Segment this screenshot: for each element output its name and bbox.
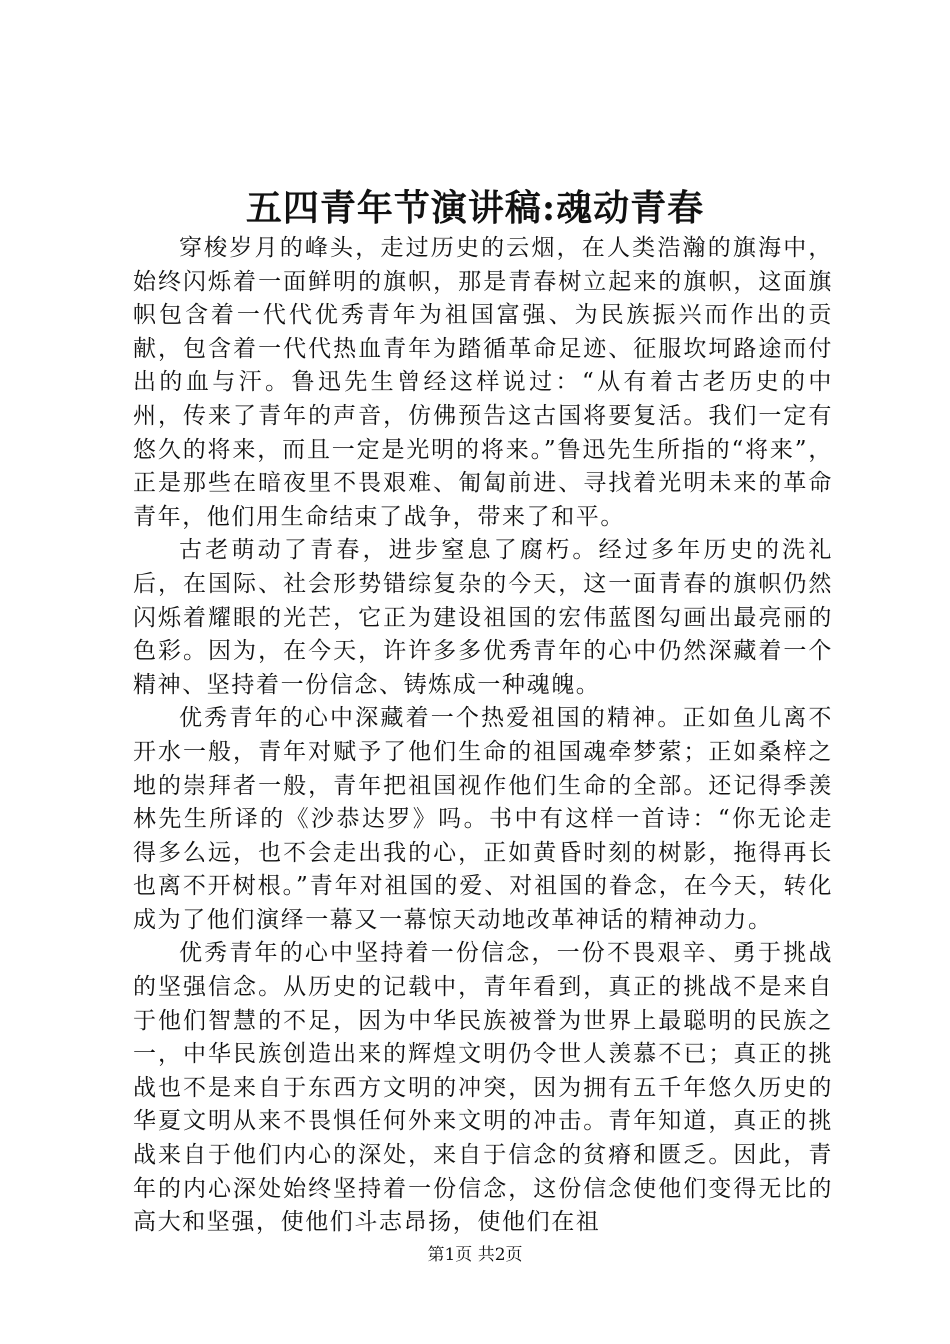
page-number-footer: 第1页 共2页 [427, 1245, 523, 1265]
paragraph-2: 古老萌动了青春，进步窒息了腐朽。经过多年历史的洗礼后，在国际、社会形势错综复杂的今天，这一面青春的旗帜仍然闪烁着耀眼的光芒，它正为建设祖国的宏伟蓝图勾画出最亮丽的色彩。因为，在今天，许许多多优秀青年的心中仍然深藏着一个精神、坚持着一份信念、铸炼成一种魂魄。 [133, 537, 833, 698]
document-body [133, 232, 833, 1240]
paragraph-1: 穿梭岁月的峰头，走过历史的云烟，在人类浩瀚的旗海中，始终闪烁着一面鲜明的旗帜，那是青春树立起来的旗帜，这面旗帜包含着一代代优秀青年为祖国富强、为民族振兴而作出的贡献，包含着一代代热血青年为踏循革命足迹、征服坎坷路途而付出的血与汗。鲁迅先生曾经这样说过：“从有着古老历史的中州，传来了青年的声音，仿佛预告这古国将要复活。我们一定有悠久的将来，而且一定是光明的将来。”鲁迅先生所指的“将来”，正是那些在暗夜里不畏艰难、匍匐前进、寻找着光明未来的革命青年，他们用生命结束了战争，带来了和平。 [133, 235, 833, 530]
document-title: 五四青年节演讲稿:魂动青春 [245, 187, 705, 229]
paragraph-4: 优秀青年的心中坚持着一份信念，一份不畏艰辛、勇于挑战的坚强信念。从历史的记载中，青年看到，真正的挑战不是来自于他们智慧的不足，因为中华民族被誉为世界上最聪明的民族之一，中华民族创造出来的辉煌文明仍令世人羡慕不已；真正的挑战也不是来自于东西方文明的冲突，因为拥有五千年悠久历史的华夏文明从来不畏惧任何外来文明的冲击。青年知道，真正的挑战来自于他们内心的深处，来自于信念的贫瘠和匮乏。因此，青年的内心深处始终坚持着一份信念，这份信念使他们变得无比的高大和坚强，使他们斗志昂扬，使他们在祖 [133, 940, 833, 1236]
paragraph-3: 优秀青年的心中深藏着一个热爱祖国的精神。正如鱼儿离不开水一般，青年对赋予了他们生命的祖国魂牵梦萦；正如桑梓之地的崇拜者一般，青年把祖国视作他们生命的全部。还记得季羡林先生所译的《沙恭达罗》吗。书中有这样一首诗：“你无论走得多么远，也不会走出我的心，正如黄昏时刻的树影，拖得再长也离不开树根。”青年对祖国的爱、对祖国的眷念，在今天，转化成为了他们演绎一幕又一幕惊天动地改革神话的精神动力。 [133, 705, 833, 933]
